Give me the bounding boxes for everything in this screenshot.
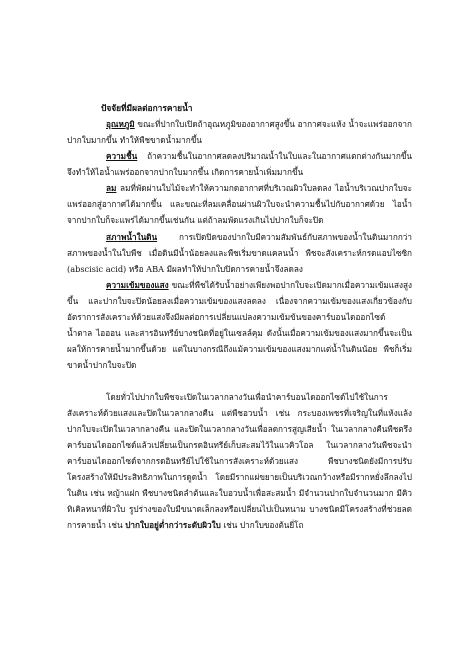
paragraph-text: ถ้าความชื้นในอากาศลดลงปริมาณน้ำในใบและในอากาศแตกต่างกันมากขึ้น จึงทำให้ไอน้ำแพร่ออกจากปากใบมากขึ้น เกิดการคายน้ำเพิ่มมากขึ้น xyxy=(67,151,412,177)
paragraph-plant-adaptation xyxy=(67,389,412,555)
term-temperature: อุณหภูมิ xyxy=(106,119,135,129)
emphasis-sunken-stomata: ปากใบอยู่ต่ำกว่าระดับผิวใบ xyxy=(125,520,221,530)
paragraph-text: โดยทั่วไปปากใบพืชจะเปิดในเวลากลางวันเพื่อนำคาร์บอนไดออกไซด์ไปใช้ในการสังเคราะห์ด้วยแสงและปิดในเวลากลางคืน แต่พืชอวบน้ำ เช่น กระบองเพชรที่เจริญในที่แห้งแล้ง ปากใบจะเปิดในเวลากลางคืน และปิดในเวลากลางวันเพื่อลดการสูญเสียน้ำ ในเวลากลางคืนพืชตรึงคาร์บอนไดออกไซด์แล้วเปลี่ยนเป็นกรดอินทรีย์เก็บสะสมไว้ในแวคิวโอล ในเวลากลางวันพืชจะนำคาร์บอนไดออกไซด์จากกรดอินทรีย์ไปใช้ในการสังเคราะห์ด้วยแสง พืชบางชนิดยังมีการปรับโครงสร้างให้มีประสิทธิภาพในการดูดน้ำ โดยมีรากแผ่ขยายเป็นบริเวณกว้างหรือมีรากหยั่งลึกลงไปในดิน เช่น หญ้าแฝก พืชบางชนิดลำต้นและใบอวบน้ำเพื่อสะสมน้ำ มีจำนวนปากใบจำนวนมาก มีคิวทิเคิลหนาที่ผิวใบ รูปร่างของใบมีขนาดเล็กลงหรือเปลี่ยนไปเป็นหนาม บางชนิดมีโครงสร้างที่ช่วยลดการคายน้ำ เช่น xyxy=(67,392,412,530)
paragraph-humidity xyxy=(67,148,412,180)
paragraph-light-intensity xyxy=(67,277,412,389)
paragraph-wind xyxy=(67,180,412,228)
paragraph-text: ขณะที่พืชได้รับน้ำอย่างเพียงพอปากใบจะเปิดมากเมื่อความเข้มแสงสูงขึ้น และปากใบจะปิดน้อยลงเมื่อความเข้มของแสงลดลง เนื่องจากความเข้มของแสงเกี่ยวข้องกับอัตราการสังเคราะห์ด้วยแสงจึงมีผลต่อการเปลี่ยนแปลงความเข้มข้นของคาร์บอนไดออกไซด์ น้ำตาล ไอออน และสารอินทรีย์บางชนิดที่อยู่ในเซลล์คุม ดังนั้นเมื่อความเข้มของแสงมากขึ้นจะเป็นผลให้การคายน้ำมากขึ้นด้วย แต่ในบางกรณีถึงแม้ความเข้มของแสงมากแต่น้ำในดินน้อย พืชก็เริ่มขาดน้ำปากใบจะปิด xyxy=(67,280,412,370)
paragraph-temperature xyxy=(67,116,412,148)
paragraph-text: ขณะที่ปากใบเปิดถ้าอุณหภูมิของอากาศสูงขึ้น อากาศจะแห้ง น้ำจะแพร่ออกจากปากใบมากขึ้น ทำให้พืชขาดน้ำมากขึ้น xyxy=(67,119,412,145)
term-soil-water: สภาพน้ำในดิน xyxy=(106,232,158,242)
paragraph-soil-water xyxy=(67,229,412,277)
paragraph-text: การเปิดปิดของปากใบมีความสัมพันธ์กับสภาพของน้ำในดินมากกว่าสภาพของน้ำในใบพืช เมื่อดินมีน้ำน้อยลงและพืชเริ่มขาดแคลนน้ำ พืชจะสังเคราะห์กรดแอบไซซิก (abscisic acid) หรือ ABA มีผลทำให้ปากใบปิดการคายน้ำจึงลดลง xyxy=(67,232,412,274)
term-wind: ลม xyxy=(106,183,117,193)
term-light-intensity: ความเข้มของแสง xyxy=(106,280,169,290)
paragraph-text: ลมที่พัดผ่านใบไม้จะทำให้ความกดอากาศที่บริเวณผิวใบลดลง ไอน้ำบริเวณปากใบจะแพร่ออกสู่อากาศได้มากขึ้น และขณะที่ลมเคลื่อนผ่านผิวใบจะนำความชื้นไปกับอากาศด้วย ไอน้ำจากปากใบก็จะแพร่ได้มากขึ้นเช่นกัน แต่ถ้าลมพัดแรงเกินไปปากใบก็จะปิด xyxy=(67,183,412,225)
paragraph-tail: เช่น ปากใบของต้นยี่โถ xyxy=(220,520,304,530)
term-humidity: ความชื้น xyxy=(106,151,138,161)
section-heading: ปัจจัยที่มีผลต่อการคายน้ำ xyxy=(101,103,193,113)
